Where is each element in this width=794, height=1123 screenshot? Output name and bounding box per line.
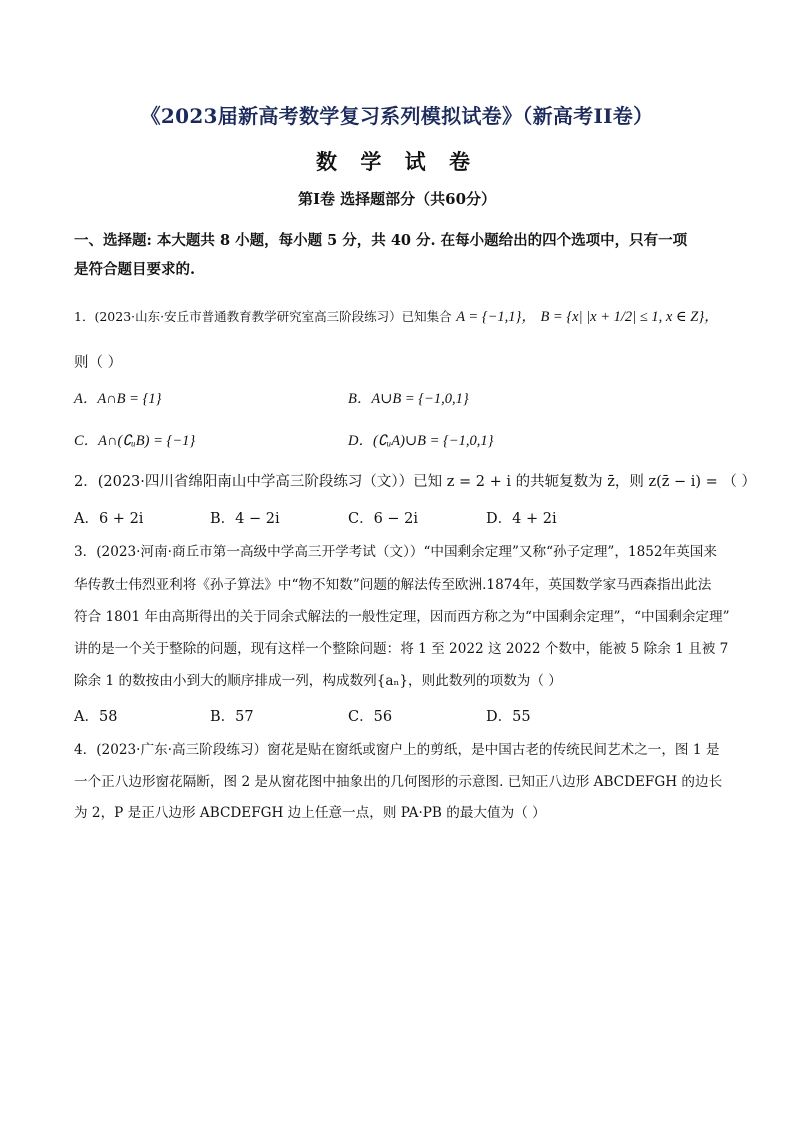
question-4-line-2: 一个正八边形窗花隔断，图 2 是从窗花图中抽象出的几何图形的示意图. 已知正八边形 ABCDEFGH 的边长 [74, 774, 723, 790]
question-1-option-c: C．A∩(∁ᵤB) = {−1} [74, 433, 196, 449]
question-2-option-a: A．6 + 2i [74, 511, 144, 527]
question-3-line-4: 讲的是一个关于整除的问题，现有这样一个整除问题：将 1 至 2022 这 2022 个数中，能被 5 除余 1 且被 7 [74, 641, 729, 657]
exam-subtitle: 数 学 试 卷 [316, 149, 478, 174]
set-b-expression: B = {x| |x + 1/2| ≤ 1, x ∈ Z}， [540, 309, 719, 325]
question-1-option-a: A．A∩B = {1} [74, 391, 162, 407]
exam-title: 《2023届新高考数学复习系列模拟试卷》（新高考II卷） [140, 104, 654, 128]
question-1-stem [74, 305, 719, 326]
question-3-option-d: D．55 [486, 709, 531, 725]
section-instruction-line-2: 是符合题目要求的. [74, 261, 196, 278]
section-instruction-line-1: 一、选择题: 本大题共 8 小题，每小题 5 分，共 40 分. 在每小题给出的四个选项中，只有一项 [74, 232, 688, 249]
question-2-stem: 2．(2023·四川省绵阳南山中学高三阶段练习（文））已知 z = 2 + i 的共轭复数为 z̄，则 z(z̄ − i) = （ ） [74, 474, 757, 490]
part-heading: 第Ⅰ卷 选择题部分（共60分） [297, 190, 497, 208]
question-3-option-b: B．57 [210, 709, 254, 725]
question-2-option-b: B．4 − 2i [210, 511, 280, 527]
question-1-tail: 则（ ） [74, 355, 123, 371]
question-3-line-1: 3．(2023·河南·商丘市第一高级中学高三开学考试（文））“中国剩余定理”又称“孙子定理”，1852年英国来 [74, 544, 717, 560]
question-4-line-3: 为 2，P 是正八边形 ABCDEFGH 边上任意一点，则 PA·PB 的最大值为（ ） [74, 805, 546, 821]
question-1-option-b: B．A∪B = {−1,0,1} [348, 391, 469, 407]
question-1-source: 1．(2023·山东·安丘市普通教育教学研究室高三阶段练习）已知集合 [74, 309, 452, 324]
question-3-line-2: 华传教士伟烈亚利将《孙子算法》中“物不知数”问题的解法传至欧洲.1874年，英国数学家马西森指出此法 [74, 577, 712, 593]
question-4-line-1: 4．(2023·广东·高三阶段练习）窗花是贴在窗纸或窗户上的剪纸，是中国古老的传统民间艺术之一，图 1 是 [74, 742, 720, 758]
question-3-option-a: A．58 [74, 709, 118, 725]
question-2-option-c: C．6 − 2i [348, 511, 419, 527]
question-3-line-5: 除余 1 的数按由小到大的顺序排成一列，构成数列{aₙ}，则此数列的项数为（ ） [74, 673, 562, 689]
question-1-option-d: D．(∁ᵤA)∪B = {−1,0,1} [348, 433, 494, 449]
question-3-line-3: 符合 1801 年由高斯得出的关于同余式解法的一般性定理，因而西方称之为“中国剩余定理”，“中国剩余定理” [74, 609, 730, 625]
question-3-option-c: C．56 [348, 709, 393, 725]
question-2-option-d: D．4 + 2i [486, 511, 557, 527]
set-a-expression: A = {−1,1}， [456, 309, 536, 325]
